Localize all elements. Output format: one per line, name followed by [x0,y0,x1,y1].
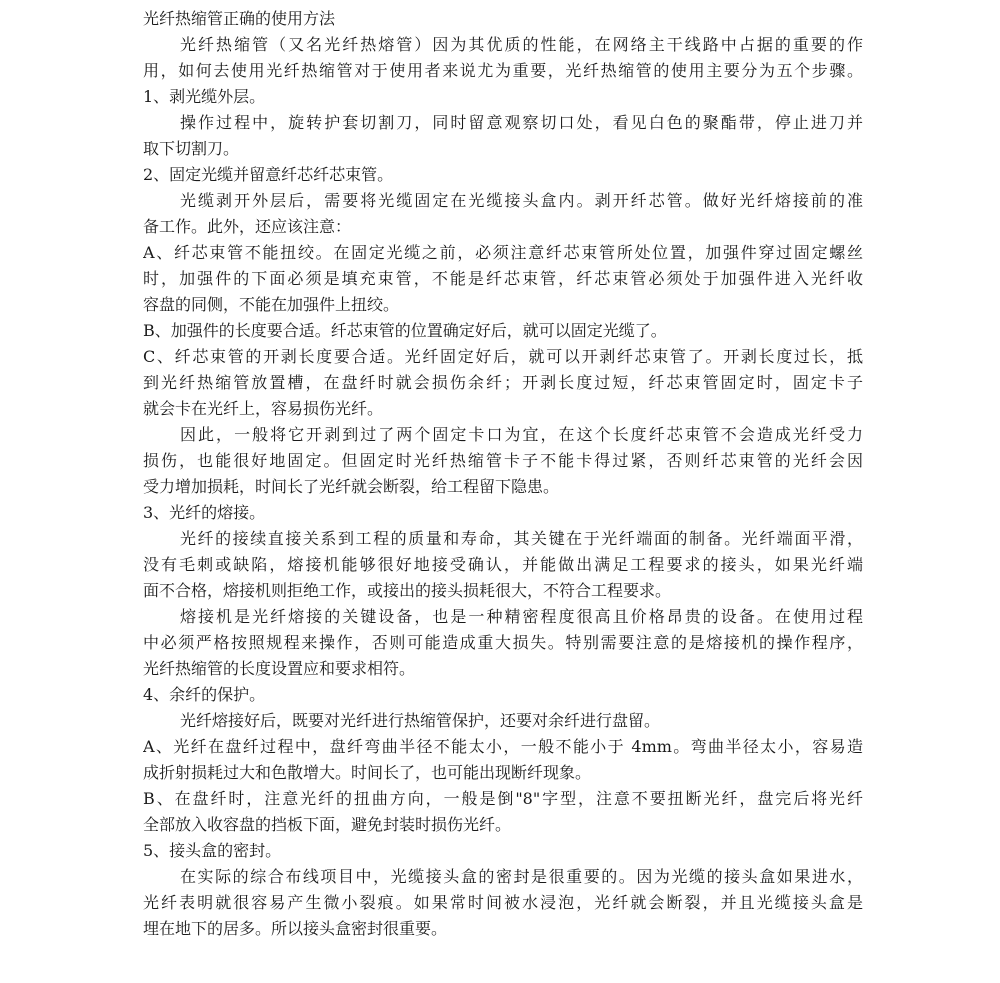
text-line: 熔接机是光纤熔接的关键设备，也是一种精密程度很高且价格昂贵的设备。在使用过程 [180,607,863,626]
text-line: 用，如何去使用光纤热缩管对于使用者来说尤为重要，光纤热缩管的使用主要分为五个步骤。 [143,61,863,80]
text-line: B、在盘纤时，注意光纤的扭曲方向，一般是倒"8"字型，注意不要扭断光纤，盘完后将光纤 [143,789,863,808]
text-line: B、加强件的长度要合适。纤芯束管的位置确定好后，就可以固定光缆了。 [143,321,667,340]
text-line: 全部放入收容盘的挡板下面，避免封装时损伤光纤。 [143,815,512,834]
text-line: 中必须严格按照规程来操作，否则可能造成重大损失。特别需要注意的是熔接机的操作程序， [143,633,863,652]
text-line: 受力增加损耗，时间长了光纤就会断裂，给工程留下隐患。 [143,477,560,496]
text-line: 损伤，也能很好地固定。但固定时光纤热缩管卡子不能卡得过紧，否则纤芯束管的光纤会因 [143,451,863,470]
text-line: 5、接头盒的密封。 [143,841,282,860]
text-line: 埋在地下的居多。所以接头盒密封很重要。 [143,919,448,938]
text-line: A、光纤在盘纤过程中，盘纤弯曲半径不能太小，一般不能小于 4mm。弯曲半径太小，容易造 [143,737,863,756]
text-line: 在实际的综合布线项目中，光缆接头盒的密封是很重要的。因为光缆的接头盒如果进水， [180,867,863,886]
text-line: 容盘的同侧，不能在加强件上扭绞。 [143,295,400,314]
text-line: 1、剥光缆外层。 [143,87,266,106]
text-line: 光纤热缩管（又名光纤热熔管）因为其优质的性能，在网络主干线路中占据的重要的作 [180,35,863,54]
text-line: 成折射损耗过大和色散增大。时间长了，也可能出现断纤现象。 [143,763,592,782]
text-line: 时，加强件的下面必须是填充束管，不能是纤芯束管，纤芯束管必须处于加强件进入光纤收 [143,269,863,288]
text-line: 光纤的接续直接关系到工程的质量和寿命，其关键在于光纤端面的制备。光纤端面平滑， [180,529,863,548]
text-line: 3、光纤的熔接。 [143,503,266,522]
text-line: 光纤熔接好后，既要对光纤进行热缩管保护，还要对余纤进行盘留。 [180,711,661,730]
text-line: 光纤热缩管的长度设置应和要求相符。 [143,659,416,678]
document-page [143,6,863,942]
text-line: 操作过程中，旋转护套切割刀，同时留意观察切口处，看见白色的聚酯带，停止进刀并 [180,113,863,132]
text-line: 光纤表明就很容易产生微小裂痕。如果常时间被水浸泡，光纤就会断裂，并且光缆接头盒是 [143,893,863,912]
text-line: 就会卡在光纤上，容易损伤光纤。 [143,399,384,418]
text-line: 到光纤热缩管放置槽，在盘纤时就会损伤余纤；开剥长度过短，纤芯束管固定时，固定卡子 [143,373,863,392]
text-line: 光缆剥开外层后，需要将光缆固定在光缆接头盒内。剥开纤芯管。做好光纤熔接前的准 [180,191,863,210]
text-line: 取下切割刀。 [143,139,240,158]
document-title: 光纤热缩管正确的使用方法 [143,9,336,28]
text-line: 备工作。此外，还应该注意： [143,217,352,236]
text-line: A、纤芯束管不能扭绞。在固定光缆之前，必须注意纤芯束管所处位置，加强件穿过固定螺丝 [143,243,863,262]
document-body [143,32,863,942]
text-line: 没有毛刺或缺陷，熔接机能够很好地接受确认，并能做出满足工程要求的接头，如果光纤端 [143,555,863,574]
text-line: 2、固定光缆并留意纤芯纤芯束管。 [143,165,394,184]
text-line: 因此，一般将它开剥到过了两个固定卡口为宜，在这个长度纤芯束管不会造成光纤受力 [180,425,863,444]
text-line: C、纤芯束管的开剥长度要合适。光纤固定好后，就可以开剥纤芯束管了。开剥长度过长，抵 [143,347,863,366]
text-line: 面不合格，熔接机则拒绝工作，或接出的接头损耗很大，不符合工程要求。 [143,581,672,600]
text-line: 4、余纤的保护。 [143,685,266,704]
